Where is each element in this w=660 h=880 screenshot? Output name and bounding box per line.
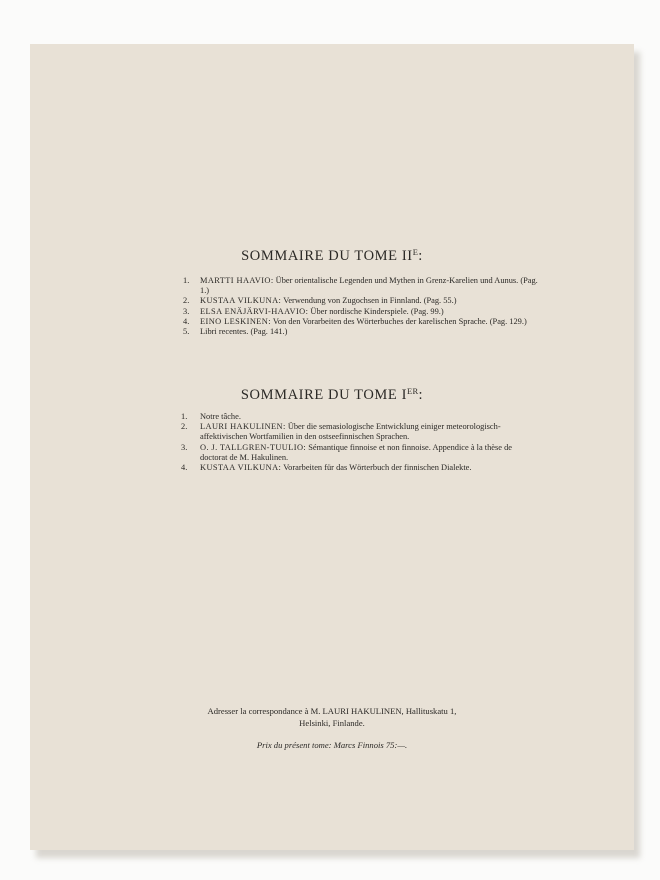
item-number: 1. (181, 412, 188, 421)
list-item (30, 422, 540, 442)
item-author: MARTTI HAAVIO: (200, 276, 274, 285)
item-author: KUSTAA VILKUNA: (200, 296, 282, 306)
item-title: Über nordische Kinderspiele. (Pag. 99.) (310, 306, 444, 316)
item-number: 3. (183, 306, 190, 316)
tome1-contents (30, 412, 634, 473)
tome2-heading (30, 247, 634, 265)
document-page (30, 44, 634, 850)
item-title: Libri recentes. (Pag. 141.) (200, 327, 288, 337)
item-title: Über die semasiologische Entwicklung einiger meteorologisch-affektivischen Wortfamilien in den ostseefinnischen Sprachen. (200, 422, 501, 442)
item-author: O. J. TALLGREN-TUULIO: (200, 442, 307, 452)
item-number: 5. (183, 327, 190, 337)
item-author: KUSTAA VILKUNA: (200, 463, 282, 473)
item-title: Sémantique finnoise et non finnoise. Appendice à la thèse de doctorat de M. Hakulinen. (200, 442, 512, 462)
list-item (30, 327, 540, 337)
price-note: Prix du présent tome: Marcs Finnois 75:—. (256, 740, 408, 750)
address-line-2: Helsinki, Finlande. (299, 718, 365, 728)
item-number: 2. (181, 422, 188, 432)
tome2-heading-sup: E (412, 247, 419, 257)
tome1-heading-text: SOMMAIRE DU TOME I (240, 387, 408, 403)
list-item (30, 317, 540, 327)
tome2-contents (30, 276, 634, 337)
list-item (30, 443, 540, 463)
tome2-heading-text: SOMMAIRE DU TOME II (241, 248, 413, 264)
address-line-1: Adresser la correspondance à M. LAURI HAKULINEN, Hallituskatu 1, (207, 706, 457, 716)
tome2-heading-end: : (418, 248, 423, 264)
item-title: Verwendung von Zugochsen in Finnland. (Pag. 55.) (283, 296, 457, 306)
correspondence-address (30, 705, 634, 729)
item-title: Vorarbeiten für das Wörterbuch der finnischen Dialekte. (283, 463, 472, 473)
item-number: 1. (183, 276, 190, 285)
item-title: Über orientalische Legenden und Mythen in Grenz-Karelien und Aunus. (Pag. 1.) (200, 276, 538, 296)
item-number: 4. (181, 463, 188, 473)
tome1-heading (30, 386, 634, 404)
item-author: LAURI HAKULINEN: (200, 422, 286, 432)
tome1-heading-end: : (418, 387, 424, 403)
tome1-heading-sup: ER (407, 386, 419, 396)
item-title: Von den Vorarbeiten des Wörterbuches der karelischen Sprache. (Pag. 129.) (272, 316, 527, 326)
item-author: EINO LESKINEN: (200, 316, 271, 326)
list-item (30, 463, 540, 473)
item-number: 3. (181, 442, 188, 452)
item-number: 4. (183, 316, 190, 326)
item-number: 2. (183, 296, 190, 306)
item-author: ELSA ENÄJÄRVI-HAAVIO: (200, 306, 309, 316)
list-item (30, 307, 540, 317)
item-title: Notre tâche. (200, 412, 241, 421)
list-item (30, 276, 540, 296)
list-item (30, 412, 540, 422)
list-item (30, 296, 540, 306)
